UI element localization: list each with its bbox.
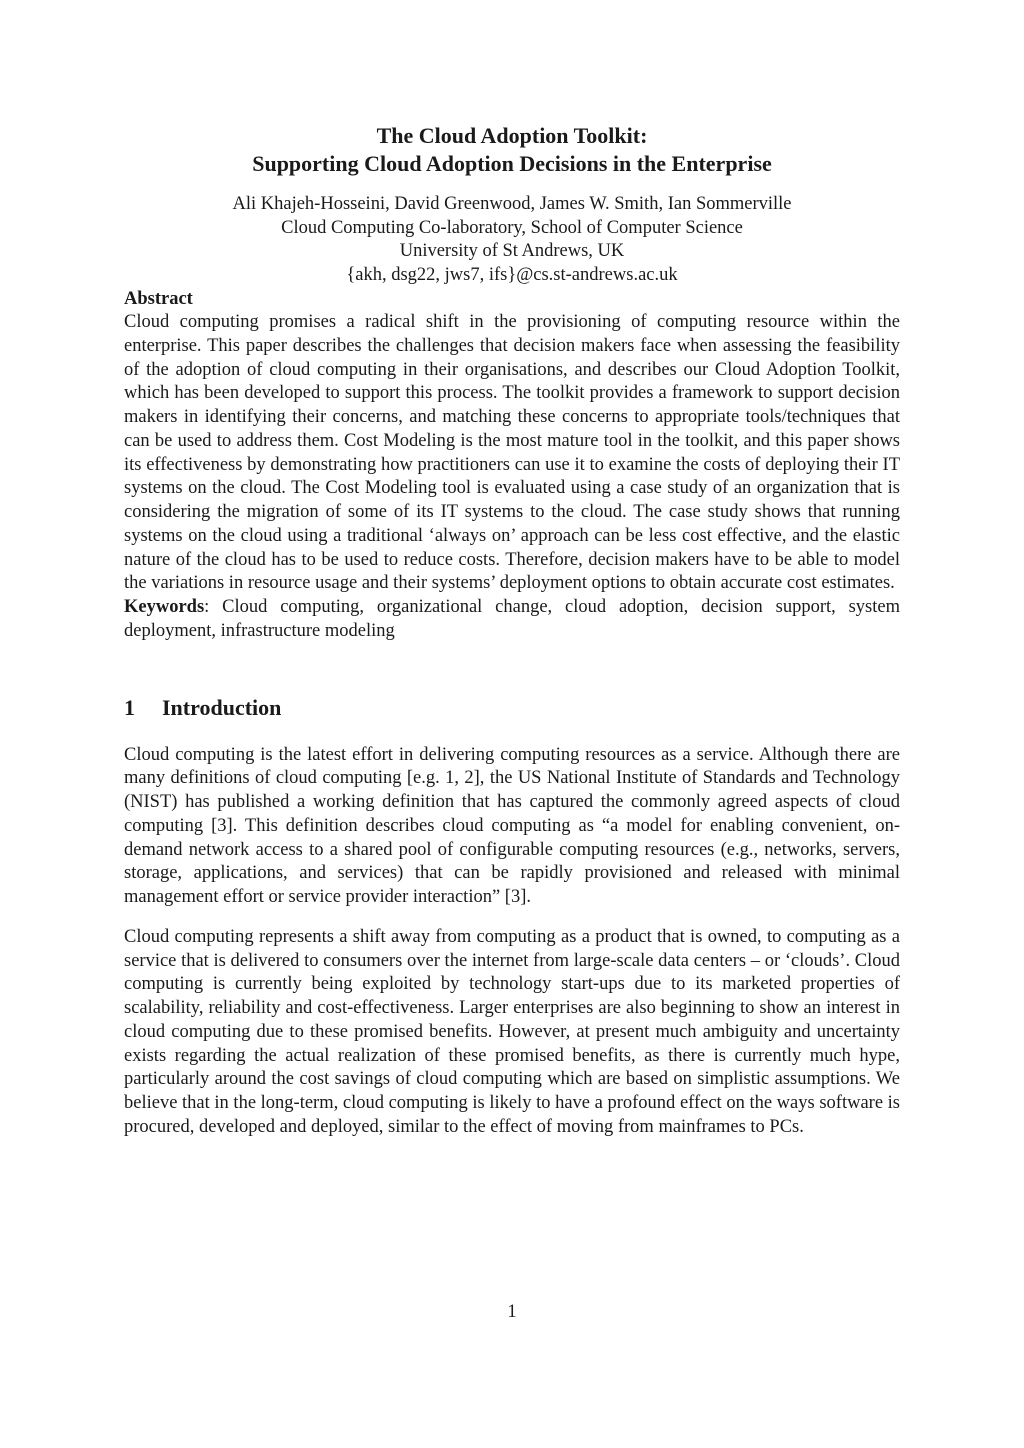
- keywords-paragraph: [124, 596, 900, 644]
- keywords-text: : Cloud computing, organizational change, cloud adoption, decision support, system deployment, infrastructure modeling: [124, 597, 900, 641]
- title-line-1: The Cloud Adoption Toolkit:: [376, 123, 648, 148]
- section-heading-introduction: [124, 694, 900, 722]
- author-names: Ali Khajeh-Hosseini, David Greenwood, James W. Smith, Ian Sommerville: [232, 194, 792, 214]
- keywords-label: Keywords: [124, 597, 205, 617]
- paper-title: [124, 122, 900, 178]
- abstract-text: Cloud computing promises a radical shift in the provisioning of computing resource within the enterprise. This paper describes the challenges that decision makers face when assessing the feasibility of the adoption of cloud computing in their organisations, and describes our Cloud Adoption Toolkit, which has been developed to support this process. The toolkit provides a framework to support decision makers in identifying their concerns, and matching these concerns to appropriate tools/techniques that can be used to address them. Cost Modeling is the most mature tool in the toolkit, and this paper shows its effectiveness by demonstrating how practitioners can use it to examine the costs of deploying their IT systems on the cloud. The Cost Modeling tool is evaluated using a case study of an organization that is considering the migration of some of its IT systems to the cloud. The case study shows that running systems on the cloud using a traditional ‘always on’ approach can be less cost effective, and the elastic nature of the cloud has to be used to reduce costs. Therefore, decision makers have to be able to model the variations in resource usage and their systems’ deployment options to obtain accurate cost estimates.: [124, 312, 900, 594]
- paper-page: [124, 122, 900, 1140]
- author-block: [124, 193, 900, 287]
- section-number: 1: [124, 694, 135, 720]
- introduction-paragraph-1: Cloud computing is the latest effort in delivering computing resources as a service. Although there are many definitions of cloud computing [e.g. 1, 2], the US National Institute of Standards and Technology (NIST) has published a working definition that has captured the commonly agreed aspects of cloud computing [3]. This definition describes cloud computing as “a model for enabling convenient, on-demand network access to a shared pool of configurable computing resources (e.g., networks, servers, storage, applications, and services) that can be rapidly provisioned and released with minimal management effort or service provider interaction” [3].: [124, 744, 900, 907]
- section-title: Introduction: [162, 694, 282, 720]
- title-line-2: Supporting Cloud Adoption Decisions in the Enterprise: [252, 151, 772, 176]
- page-number: 1: [507, 1302, 517, 1322]
- author-university: University of St Andrews, UK: [399, 241, 625, 261]
- author-emails: {akh, dsg22, jws7, ifs}@cs.st-andrews.ac.uk: [346, 264, 678, 285]
- introduction-paragraph-2: Cloud computing represents a shift away from computing as a product that is owned, to computing as a service that is delivered to consumers over the internet from large-scale data centers – or ‘clouds’. Cloud computing is currently being exploited by technology start-ups due to its marketed properties of scalability, reliability and cost-effectiveness. Larger enterprises are also beginning to show an interest in cloud computing due to these promised benefits. However, at present much ambiguity and uncertainty exists regarding the actual realization of these promised benefits, as there is currently much hype, particularly around the cost savings of cloud computing which are based on simplistic assumptions. We believe that in the long-term, cloud computing is likely to have a profound effect on the ways software is procured, developed and deployed, similar to the effect of moving from mainframes to PCs.: [124, 926, 900, 1137]
- abstract-heading: Abstract: [124, 289, 193, 309]
- author-affiliation: Cloud Computing Co-laboratory, School of Computer Science: [281, 217, 743, 238]
